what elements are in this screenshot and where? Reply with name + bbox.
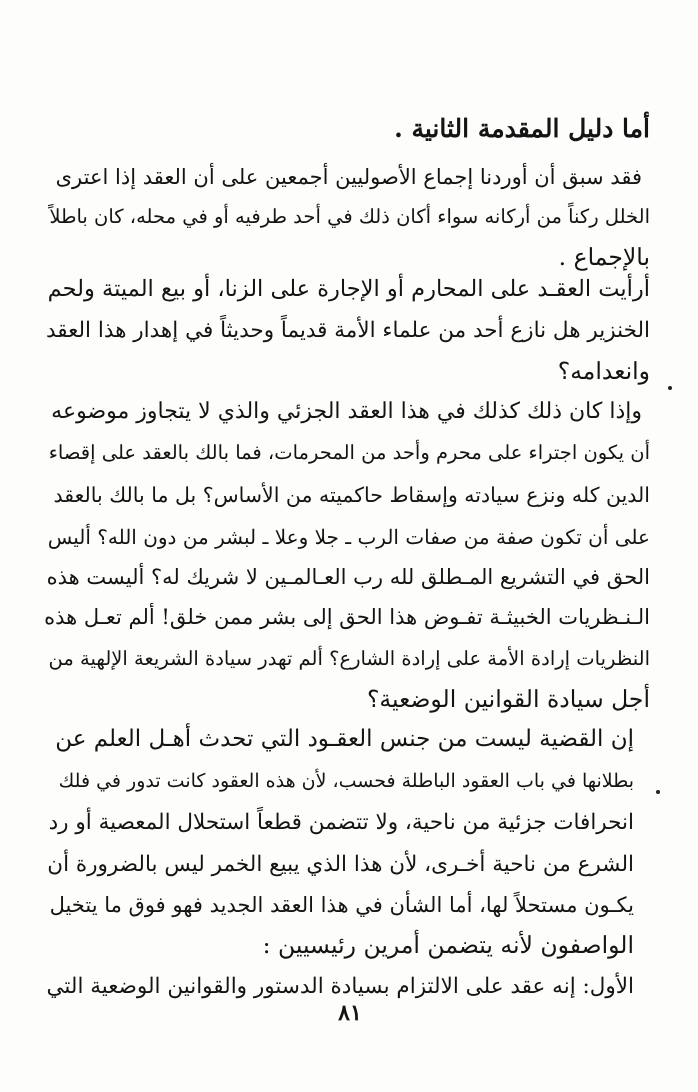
- text-line: وانعدامه؟: [557, 357, 650, 385]
- text-line: أن يكون اجتراء على محرم وأحد من المحرمات، فما بالك بالعقد على إقصاء: [48, 441, 650, 464]
- text-line: النظريات إرادة الأمة على إرادة الشارع؟ ألم تهدر سيادة الشريعة الإلهية من: [48, 647, 650, 670]
- text-line: الحق في التشريع المـطلق لله رب العـالمـين لا شريك له؟ أليست هذه: [46, 565, 650, 589]
- page-number: ٨١: [338, 1000, 362, 1026]
- text-line: وإذا كان ذلك كذلك في هذا العقد الجزئي والذي لا يتجاوز موضوعه: [51, 399, 642, 424]
- text-line: انحرافات جزئية من ناحية، ولا تتضمن قطعاً استحلال المعصية أو رد: [48, 810, 634, 835]
- text-line: إن القضية ليست من جنس العقـود التي تحدث أهـل العلم عن: [55, 726, 634, 752]
- section-heading: أما دليل المقدمة الثانية .: [394, 114, 650, 143]
- text-line: على أن تكون صفة من صفات الرب ـ جلا وعلا ـ لبشر من دون الله؟ أليس: [47, 525, 650, 549]
- text-line: أجل سيادة القوانين الوضعية؟: [366, 685, 650, 713]
- text-line: الخنزير هل نازع أحد من علماء الأمة قديماً وحديثاً في إهدار هذا العقد: [45, 318, 650, 343]
- text-line: فقد سبق أن أوردنا إجماع الأصوليين أجمعين على أن العقد إذا اعترى: [55, 165, 642, 189]
- text-line: الخلل ركناً من أركانه سواء أكان ذلك في أحد طرفيه أو في محله، كان باطلاً: [49, 205, 650, 228]
- margin-mark: [668, 386, 672, 390]
- text-line: يكـون مستحلاً لها، أما الشأن في هذا العقد الجديد فهو فوق ما يتخيل: [49, 893, 634, 917]
- text-line: الشرع من ناحية أخـرى، لأن هذا الذي يبيع الخمر ليس بالضرورة أن: [47, 852, 634, 877]
- text-line: الواصفون لأنه يتضمن أمرين رئيسيين :: [262, 931, 634, 959]
- text-line: بطلانها في باب العقود الباطلة فحسب، لأن هذه العقود كانت تدور في فلك: [58, 770, 634, 792]
- text-line: الـنـظريات الخبيثـة تفـوض هذا الحق إلى بشر ممن خلق! ألم تعـل هذه: [44, 605, 650, 629]
- margin-mark: [656, 790, 660, 794]
- text-line: أرأيت العقـد على المحارم أو الإجارة على الزنا، أو بيع الميتة ولحم: [47, 276, 650, 302]
- text-line: الأول: إنه عقد على الالتزام بسيادة الدستور والقوانين الوضعية التي: [46, 974, 634, 999]
- text-line: بالإجماع .: [558, 243, 650, 271]
- text-line: الدين كله ونزع سيادته وإسقاط حاكميته من الأساس؟ بل ما بالك بالعقد: [53, 483, 650, 507]
